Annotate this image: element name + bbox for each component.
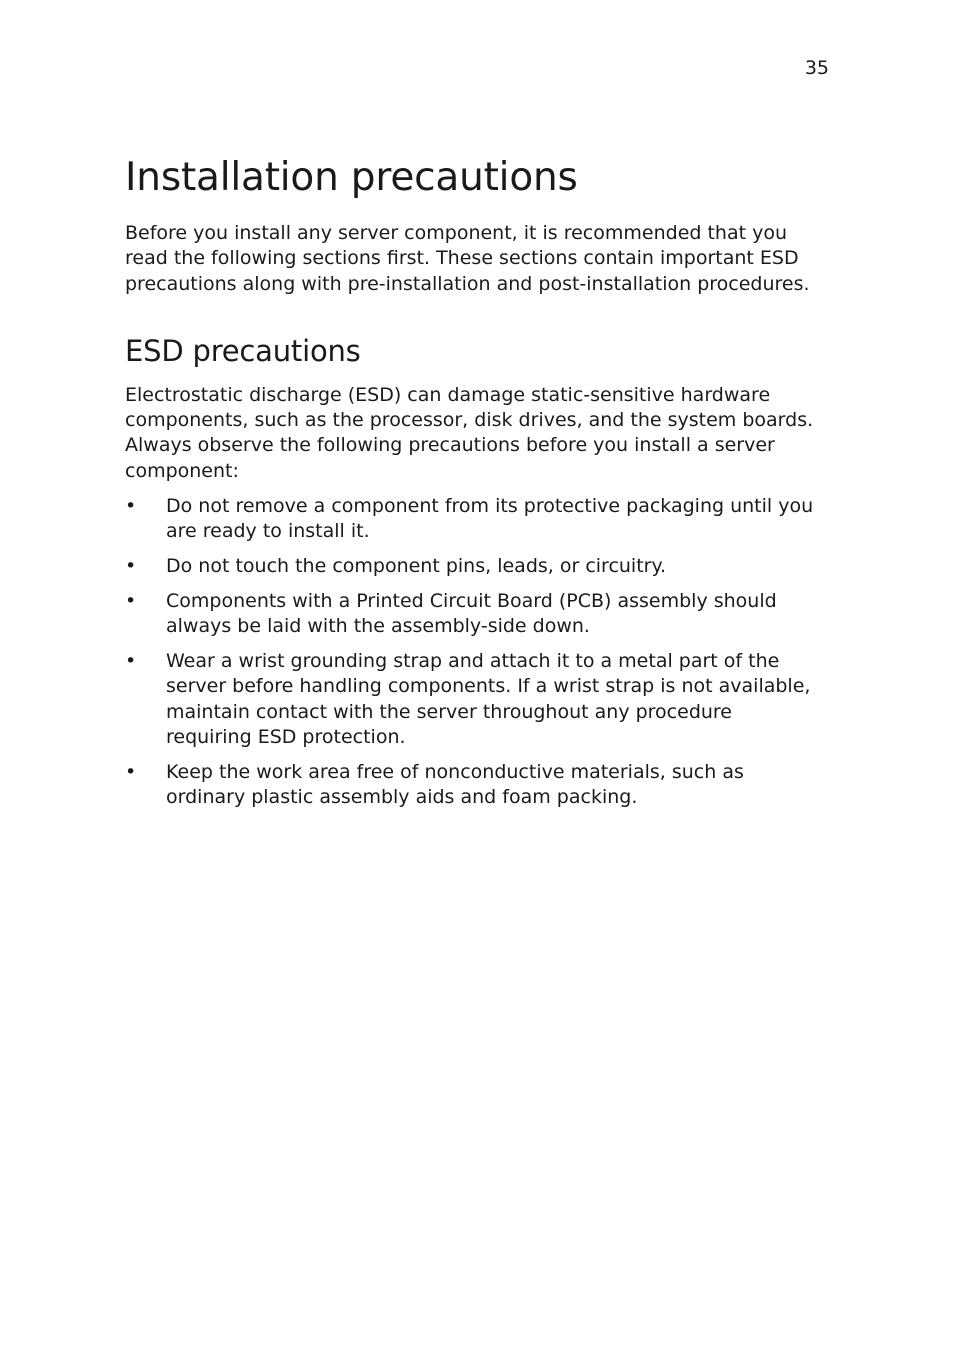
list-item [125,554,815,579]
list-item [125,649,815,750]
list-item-text: Components with a Printed Circuit Board (PCB) assembly should always be laid with the assembly-side down. [166,589,777,638]
bullet-icon: • [125,495,137,518]
list-item-text: Keep the work area free of nonconductive materials, such as ordinary plastic assembly aids and foam packing. [166,760,744,809]
list-item-text: Wear a wrist grounding strap and attach it to a metal part of the server before handling components. If a wrist strap is not available, maintain contact with the server throughout any procedure requiring ESD protection. [166,650,811,748]
esd-precautions-list [125,494,815,810]
list-item-text: Do not remove a component from its protective packaging until you are ready to install it. [166,495,814,543]
bullet-icon: • [125,555,137,578]
list-item [125,760,815,811]
bullet-icon: • [125,650,137,673]
list-item-text: Do not touch the component pins, leads, or circuitry. [166,555,667,578]
page-number: 35 [804,57,829,79]
page-content [125,150,815,820]
bullet-icon: • [125,589,137,612]
esd-paragraph: Electrostatic discharge (ESD) can damage static-sensitive hardware components, such as the processor, disk drives, and the system boards. Always observe the following precautions before you install a server component: [125,383,814,482]
list-item [125,494,815,545]
section-heading-esd: ESD precautions [125,333,361,368]
intro-paragraph: Before you install any server component, it is recommended that you read the following sections first. These sections contain important ESD precautions along with pre-installation and post-installation procedures. [125,222,810,295]
bullet-icon: • [125,760,137,783]
list-item [125,589,815,640]
page-title: Installation precautions [125,155,578,200]
